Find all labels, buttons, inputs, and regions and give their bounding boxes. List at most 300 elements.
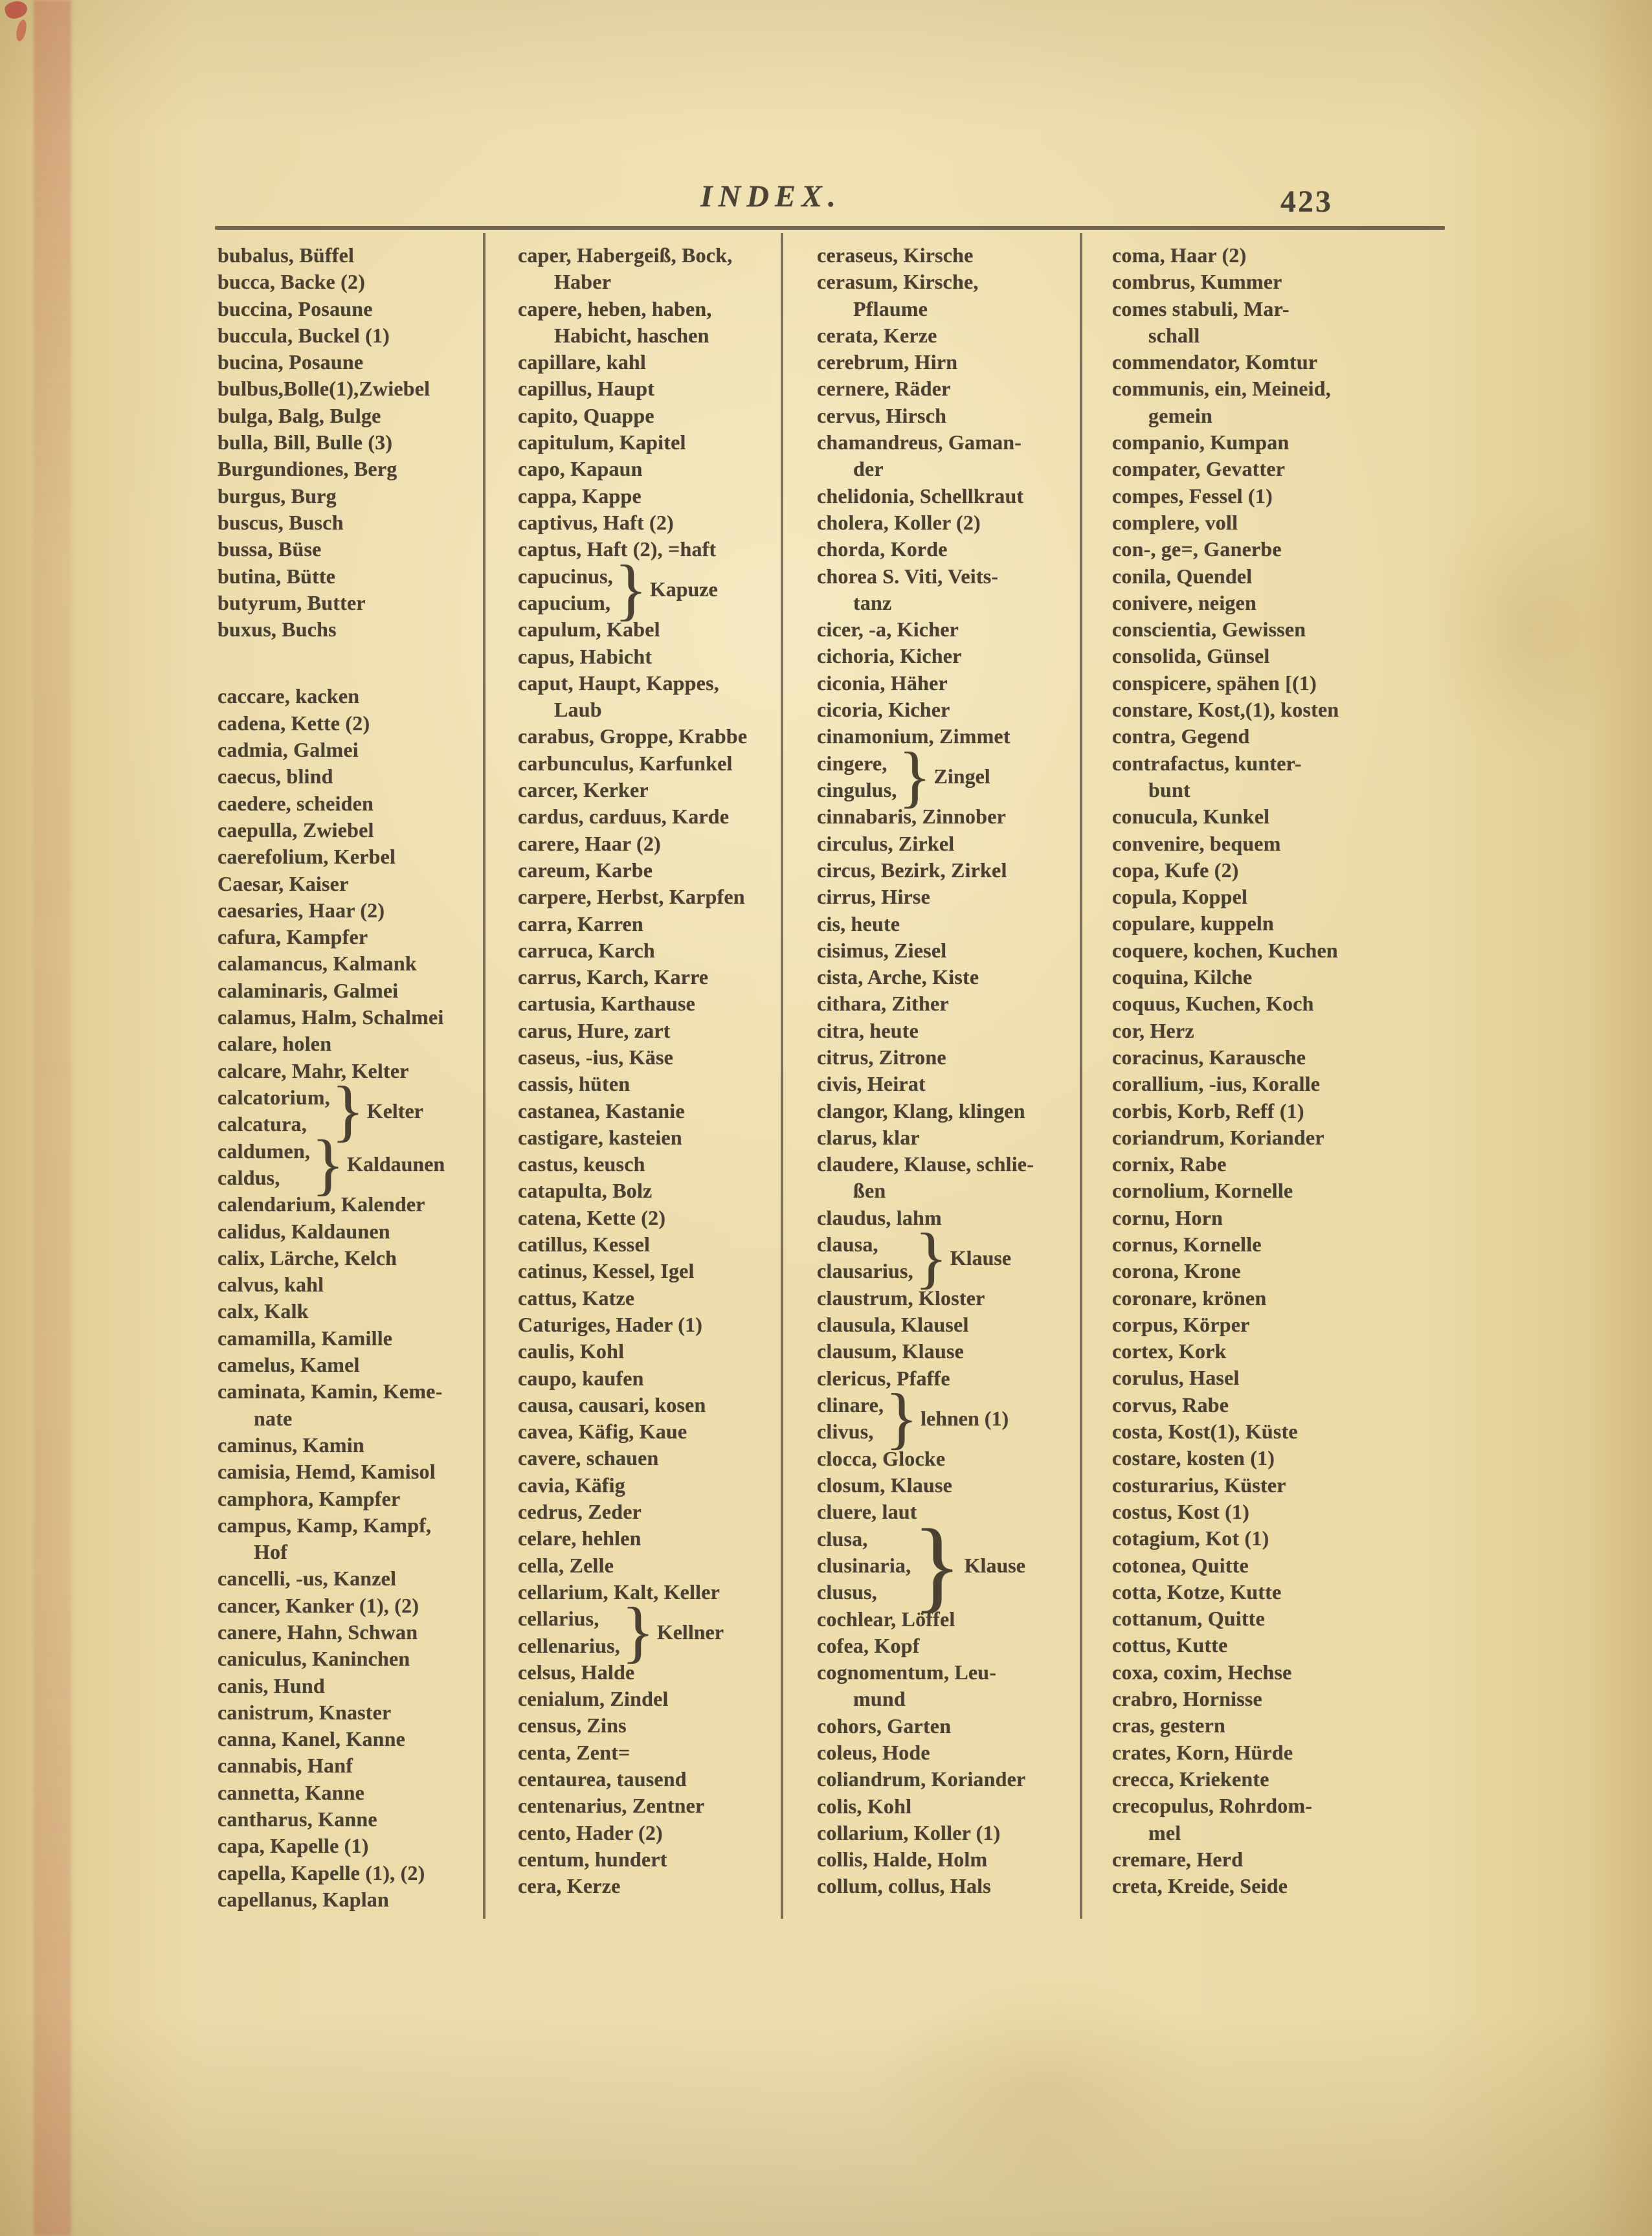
entry-line: bussa, Büse (218, 537, 322, 561)
index-entry (1112, 563, 1444, 590)
entry-line: cremare, Herd (1112, 1847, 1244, 1871)
entry-line: cinnabaris, Zinnober (817, 805, 1007, 829)
entry-line: closum, Klause (817, 1473, 953, 1497)
entry-line: carus, Hure, zart (518, 1018, 671, 1042)
index-entry (1112, 616, 1444, 643)
index-entry (218, 1191, 479, 1218)
index-entry (1112, 429, 1444, 456)
entry-line: cantharus, Kanne (218, 1807, 377, 1831)
entry-line: cappa, Kappe (518, 484, 642, 508)
german-gloss: Klause (950, 1246, 1012, 1269)
entry-line: chelidonia, Schellkraut (817, 484, 1024, 508)
entry-line: clericus, Pfaffe (817, 1366, 950, 1390)
brace-glyph: } (311, 1126, 345, 1202)
index-entry (218, 1593, 479, 1619)
entry-line: ceraseus, Kirsche (817, 243, 974, 267)
index-entry (1112, 1338, 1444, 1365)
entry-line: corulus, Hasel (1112, 1366, 1240, 1390)
entry-line: bubalus, Büffel (218, 243, 355, 267)
entry-line: cedrus, Zeder (518, 1500, 642, 1524)
index-entry (817, 322, 1076, 349)
index-entry (1112, 1098, 1444, 1124)
page-number: 423 (1280, 184, 1333, 219)
entry-line: creta, Kreide, Seide (1112, 1874, 1288, 1898)
index-entry (518, 1178, 777, 1204)
index-entry (1112, 1124, 1444, 1151)
entry-line: castanea, Kastanie (518, 1099, 685, 1123)
entry-line: captivus, Haft (2) (518, 510, 674, 534)
entry-line: cottanum, Quitte (1112, 1607, 1266, 1631)
index-entry (1112, 1605, 1444, 1632)
entry-line: careum, Karbe (518, 858, 653, 882)
index-entry (218, 1031, 479, 1057)
entry-line: caminata, Kamin, Keme- (218, 1380, 443, 1403)
entry-line: corallium, -ius, Koralle (1112, 1072, 1321, 1096)
entry-line: bulla, Bill, Bulle (3) (218, 430, 393, 454)
index-entry (1112, 1044, 1444, 1071)
entry-line: caulis, Kohl (518, 1339, 625, 1363)
entry-line: claudere, Klause, schlie- (817, 1152, 1034, 1176)
index-entry (218, 349, 479, 375)
index-entry (218, 616, 479, 643)
index-entry (1112, 349, 1444, 375)
index-entry (218, 950, 479, 977)
index-entry (817, 1846, 1076, 1873)
index-entry (1112, 1231, 1444, 1258)
index-entry (218, 509, 479, 536)
entry-line: cicer, -a, Kicher (817, 618, 959, 642)
entry-line: coriandrum, Koriander (1112, 1125, 1324, 1149)
index-entry (218, 375, 479, 402)
index-entry (1112, 242, 1444, 269)
index-entry (218, 563, 479, 590)
entry-line: butina, Bütte (218, 564, 336, 588)
index-entry (817, 1606, 1076, 1633)
index-entry (218, 1271, 479, 1298)
entry-line: cavere, schauen (518, 1446, 659, 1470)
entry-line: consolida, Günsel (1112, 644, 1270, 668)
brace-glyph: } (885, 1380, 919, 1456)
index-entry (817, 723, 1076, 750)
index-entry-braced (218, 1072, 479, 1148)
index-entry (817, 375, 1076, 402)
index-entry (218, 1780, 479, 1806)
index-entry (218, 924, 479, 950)
index-entry (817, 1365, 1076, 1392)
entry-line: carbunculus, Karfunkel (518, 751, 733, 775)
entry-line: coracinus, Karausche (1112, 1045, 1306, 1069)
entry-line: cisimus, Ziesel (817, 938, 947, 962)
index-entry (218, 1806, 479, 1833)
index-entry (518, 1445, 777, 1471)
index-entry (518, 723, 777, 750)
index-entry (218, 1459, 479, 1485)
index-entry (518, 777, 777, 803)
entry-line: capella, Kapelle (1), (2) (218, 1861, 425, 1884)
index-entry (817, 697, 1076, 723)
entry-line: contrafactus, kunter- (1112, 751, 1302, 775)
index-entry (1112, 750, 1444, 804)
entry-line: buxus, Buchs (218, 618, 337, 642)
entry-line: costa, Kost(1), Küste (1112, 1420, 1298, 1444)
entry-continuation-line: nate (254, 1406, 293, 1430)
index-entry (218, 242, 479, 269)
entry-line: circulus, Zirkel (817, 831, 955, 855)
entry-continuation-line: Laub (554, 698, 602, 722)
entry-line: calx, Kalk (218, 1299, 309, 1323)
latin-term: calcatorium, (218, 1085, 330, 1109)
entry-line: celsus, Halde (518, 1660, 635, 1684)
entry-line: clarus, klar (817, 1125, 920, 1149)
entry-line: cassis, hüten (518, 1072, 631, 1096)
entry-line: claudus, lahm (817, 1205, 942, 1229)
entry-line: cognomentum, Leu- (817, 1660, 997, 1684)
entry-line: Burgundiones, Berg (218, 457, 397, 481)
latin-term: clausarius, (817, 1259, 913, 1283)
index-entry (1112, 1392, 1444, 1418)
index-entry (1112, 1258, 1444, 1284)
entry-line: clausula, Klausel (817, 1313, 969, 1337)
index-entry (1112, 1632, 1444, 1659)
entry-line: combrus, Kummer (1112, 270, 1282, 294)
entry-line: carpere, Herbst, Karpfen (518, 885, 745, 909)
entry-line: ciconia, Häher (817, 671, 948, 695)
entry-line: cirrus, Hirse (817, 885, 930, 909)
index-entry (817, 857, 1076, 884)
german-gloss: Kapuze (649, 577, 718, 601)
entry-line: buccula, Buckel (1) (218, 323, 390, 347)
latin-term: capucium, (518, 590, 611, 614)
index-column-1 (218, 242, 479, 1913)
german-gloss: Kaldaunen (347, 1152, 445, 1176)
index-entry (218, 1699, 479, 1726)
index-entry (817, 1820, 1076, 1846)
index-entry (1112, 1686, 1444, 1712)
entry-line: collis, Halde, Holm (817, 1848, 988, 1872)
entry-line: cotonea, Quitte (1112, 1553, 1249, 1577)
index-entry (1112, 990, 1444, 1017)
entry-line: cornus, Kornelle (1112, 1232, 1262, 1256)
brace-glyph: } (331, 1072, 364, 1148)
index-entry (817, 643, 1076, 669)
index-entry-braced (817, 1380, 1076, 1456)
latin-term-stack (817, 750, 897, 804)
index-entry (817, 616, 1076, 643)
entry-line: cortex, Kork (1112, 1339, 1227, 1363)
index-entry (817, 242, 1076, 269)
entry-line: costare, kosten (1) (1112, 1446, 1275, 1470)
entry-line: capillare, kahl (518, 350, 646, 374)
entry-line: cella, Zelle (518, 1553, 614, 1577)
latin-term: capucinus, (518, 564, 613, 588)
entry-line: cis, heute (817, 911, 900, 935)
entry-line: coma, Haar (2) (1112, 243, 1247, 267)
entry-line: camamilla, Kamille (218, 1326, 393, 1350)
index-entry (518, 1071, 777, 1097)
entry-line: caminus, Kamin (218, 1433, 364, 1457)
index-entry (518, 1392, 777, 1418)
entry-line: cannetta, Kanne (218, 1780, 364, 1804)
latin-term: cellenarius, (518, 1633, 620, 1657)
entry-line: capa, Kapelle (1) (218, 1834, 369, 1858)
index-entry (218, 456, 479, 482)
entry-line: citrus, Zitrone (817, 1045, 946, 1069)
entry-line: con-, ge=, Ganerbe (1112, 537, 1282, 561)
index-entry (1112, 269, 1444, 295)
entry-line: castus, keusch (518, 1152, 645, 1176)
entry-line: circus, Bezirk, Zirkel (817, 858, 1007, 882)
index-entry (518, 509, 777, 536)
entry-line: caniculus, Kaninchen (218, 1647, 410, 1671)
german-gloss: Kellner (656, 1620, 724, 1644)
latin-term-stack (518, 563, 613, 617)
entry-line: collarium, Koller (1) (817, 1820, 1001, 1844)
index-entry (518, 1231, 777, 1258)
entry-line: bucca, Backe (2) (218, 270, 366, 294)
entry-line: centum, hundert (518, 1847, 667, 1871)
index-entry (1112, 910, 1444, 937)
entry-line: Caturiges, Hader (1) (518, 1312, 703, 1336)
index-column-4 (1112, 242, 1444, 1899)
index-entry (1112, 723, 1444, 750)
index-entry (1112, 1579, 1444, 1605)
entry-line: cohors, Garten (817, 1714, 952, 1738)
entry-continuation-line: bunt (1148, 777, 1190, 801)
entry-continuation-line: Haber (554, 270, 612, 294)
entry-line: calamus, Halm, Schalmei (218, 1005, 444, 1029)
index-entry (817, 1124, 1076, 1151)
entry-line: camelus, Kamel (218, 1353, 360, 1377)
index-entry (218, 1352, 479, 1378)
index-entry (518, 1285, 777, 1312)
index-entry (218, 763, 479, 790)
latin-term-stack (817, 1526, 911, 1606)
entry-line: centenarius, Zentner (518, 1794, 705, 1818)
index-entry (1112, 1793, 1444, 1846)
index-entry (218, 1298, 479, 1325)
index-entry (1112, 670, 1444, 697)
index-entry (518, 1552, 777, 1579)
entry-line: capito, Quappe (518, 403, 654, 427)
index-entry (817, 1098, 1076, 1124)
brace-glyph: } (621, 1594, 654, 1670)
entry-line: cento, Hader (2) (518, 1820, 663, 1844)
entry-line: calaminaris, Galmei (218, 978, 399, 1002)
latin-term: caldumen, (218, 1139, 311, 1163)
latin-term: clivus, (817, 1420, 874, 1444)
index-entry (218, 790, 479, 817)
entry-line: crecca, Kriekente (1112, 1767, 1269, 1791)
entry-line: capellanus, Kaplan (218, 1887, 390, 1911)
entry-line: compes, Fessel (1) (1112, 484, 1273, 508)
index-entry (518, 1499, 777, 1525)
index-entry (817, 964, 1076, 990)
entry-line: caccare, kacken (218, 684, 360, 708)
index-entry (218, 590, 479, 616)
index-entry (218, 1673, 479, 1699)
index-entry (1112, 1312, 1444, 1338)
entry-line: conscientia, Gewissen (1112, 618, 1306, 642)
index-entry (218, 1860, 479, 1886)
index-entry (1112, 1205, 1444, 1231)
index-entry (1112, 1178, 1444, 1204)
entry-line: capitulum, Kapitel (518, 430, 686, 454)
index-entry (1112, 1712, 1444, 1739)
index-entry (518, 483, 777, 509)
entry-line: calix, Lärche, Kelch (218, 1246, 397, 1269)
entry-line: corbis, Korb, Reff (1) (1112, 1099, 1304, 1123)
latin-term: cingulus, (817, 777, 897, 801)
entry-line: costurarius, Küster (1112, 1473, 1286, 1497)
entry-line: conivere, neigen (1112, 590, 1257, 614)
entry-line: calendarium, Kalender (218, 1192, 425, 1216)
entry-line: chamandreus, Gaman- (817, 430, 1022, 454)
entry-line: centa, Zent= (518, 1740, 631, 1764)
entry-line: carere, Haar (2) (518, 831, 661, 855)
entry-line: coquina, Kilche (1112, 965, 1253, 989)
index-entry-braced (817, 738, 1076, 814)
entry-line: coleus, Hode (817, 1740, 930, 1764)
index-entry (817, 563, 1076, 617)
index-entry (817, 670, 1076, 697)
index-entry (218, 1833, 479, 1859)
index-entry (218, 1619, 479, 1646)
entry-continuation-line: gemein (1148, 403, 1212, 427)
index-entry (518, 937, 777, 964)
entry-line: centaurea, tausend (518, 1767, 687, 1791)
index-entry (1112, 1525, 1444, 1552)
index-entry (1112, 697, 1444, 723)
entry-line: cornu, Horn (1112, 1205, 1223, 1229)
entry-line: cotta, Kotze, Kutte (1112, 1580, 1282, 1604)
entry-line: collum, collus, Hals (817, 1874, 991, 1898)
entry-line: census, Zins (518, 1714, 627, 1738)
german-gloss: Zingel (933, 765, 990, 788)
entry-line: crabro, Hornisse (1112, 1687, 1262, 1711)
brace-glyph: } (912, 1508, 962, 1623)
entry-line: citra, heute (817, 1018, 919, 1042)
entry-line: cervus, Hirsch (817, 403, 947, 427)
index-entry (1112, 1659, 1444, 1686)
index-entry (518, 750, 777, 777)
entry-line: cicoria, Kicher (817, 698, 950, 722)
entry-line: crates, Korn, Hürde (1112, 1740, 1293, 1764)
index-entry (218, 1218, 479, 1245)
german-gloss: lehnen (1) (921, 1406, 1009, 1430)
index-entry (518, 1338, 777, 1365)
index-entry (518, 1312, 777, 1338)
entry-line: capillus, Haupt (518, 377, 655, 401)
latin-term: clausa, (817, 1233, 878, 1257)
entry-line: cochlear, Löffel (817, 1607, 955, 1631)
entry-line: conila, Quendel (1112, 564, 1253, 588)
entry-line: cafura, Kampfer (218, 925, 368, 949)
index-entry (218, 1512, 479, 1566)
entry-line: cerasum, Kirsche, (817, 270, 979, 294)
entry-line: buccina, Posaune (218, 296, 373, 320)
index-entry (817, 536, 1076, 563)
index-entry (218, 1378, 479, 1432)
entry-line: canis, Hund (218, 1673, 325, 1697)
entry-line: cerebrum, Hirn (817, 350, 958, 374)
entry-line: costus, Kost (1) (1112, 1499, 1250, 1523)
index-entry (1112, 1285, 1444, 1312)
latin-term: calcatura, (218, 1112, 307, 1136)
entry-line: catapulta, Bolz (518, 1179, 653, 1203)
entry-line: cenialum, Zindel (518, 1687, 669, 1711)
entry-line: communis, ein, Meineid, (1112, 377, 1331, 401)
index-entry (218, 737, 479, 763)
brace-glyph: } (914, 1220, 948, 1296)
entry-line: calamancus, Kalmank (218, 952, 417, 976)
index-entry (817, 403, 1076, 429)
entry-line: cofea, Kopf (817, 1633, 920, 1657)
entry-line: canistrum, Knaster (218, 1700, 392, 1724)
index-entry (218, 1004, 479, 1031)
index-entry (1112, 1151, 1444, 1178)
entry-line: camisia, Hemd, Kamisol (218, 1460, 436, 1484)
entry-line: caput, Haupt, Kappes, (518, 671, 719, 695)
index-entry (518, 616, 777, 643)
entry-line: comes stabuli, Mar- (1112, 296, 1289, 320)
index-entry (518, 1151, 777, 1178)
index-entry (817, 1873, 1076, 1899)
index-entry (218, 710, 479, 737)
index-entry (1112, 1846, 1444, 1873)
entry-line: camphora, Kampfer (218, 1486, 401, 1510)
entry-line: butyrum, Butter (218, 590, 366, 614)
index-entry (817, 990, 1076, 1017)
index-entry (518, 1846, 777, 1873)
entry-line: carcer, Kerker (518, 778, 649, 802)
entry-line: clangor, Klang, klingen (817, 1099, 1025, 1123)
index-entry (1112, 1552, 1444, 1579)
index-entry-braced (817, 1220, 1076, 1296)
entry-line: calcare, Mahr, Kelter (218, 1058, 409, 1082)
index-entry (1112, 1739, 1444, 1766)
entry-line: companio, Kumpan (1112, 430, 1289, 454)
index-entry (1112, 1071, 1444, 1097)
entry-line: cithara, Zither (817, 992, 949, 1016)
entry-line: cornolium, Kornelle (1112, 1179, 1293, 1203)
brace-glyph: } (898, 738, 932, 814)
entry-line: caedere, scheiden (218, 791, 374, 815)
index-entry (218, 1325, 479, 1352)
index-entry (1112, 536, 1444, 563)
entry-line: castigare, kasteien (518, 1125, 682, 1149)
index-entry (518, 990, 777, 1017)
entry-line: conspicere, spähen [(1) (1112, 671, 1317, 695)
index-entry (518, 1418, 777, 1445)
entry-line: carabus, Groppe, Krabbe (518, 724, 748, 748)
entry-continuation-line: mel (1148, 1820, 1181, 1844)
entry-line: carrus, Karch, Karre (518, 965, 709, 989)
index-entry (518, 1258, 777, 1284)
entry-line: cavia, Käfig (518, 1473, 625, 1497)
index-entry (218, 1565, 479, 1592)
index-entry (218, 296, 479, 322)
index-entry (1112, 1418, 1444, 1445)
entry-line: corvus, Rabe (1112, 1392, 1229, 1416)
entry-continuation-line: Hof (254, 1540, 288, 1564)
entry-line: calvus, kahl (218, 1273, 324, 1297)
entry-line: cera, Kerze (518, 1874, 621, 1898)
entry-line: caupo, kaufen (518, 1366, 644, 1390)
latin-term-stack (817, 1231, 913, 1285)
index-entry (518, 1365, 777, 1392)
index-entry (817, 349, 1076, 375)
entry-line: catillus, Kessel (518, 1233, 651, 1257)
